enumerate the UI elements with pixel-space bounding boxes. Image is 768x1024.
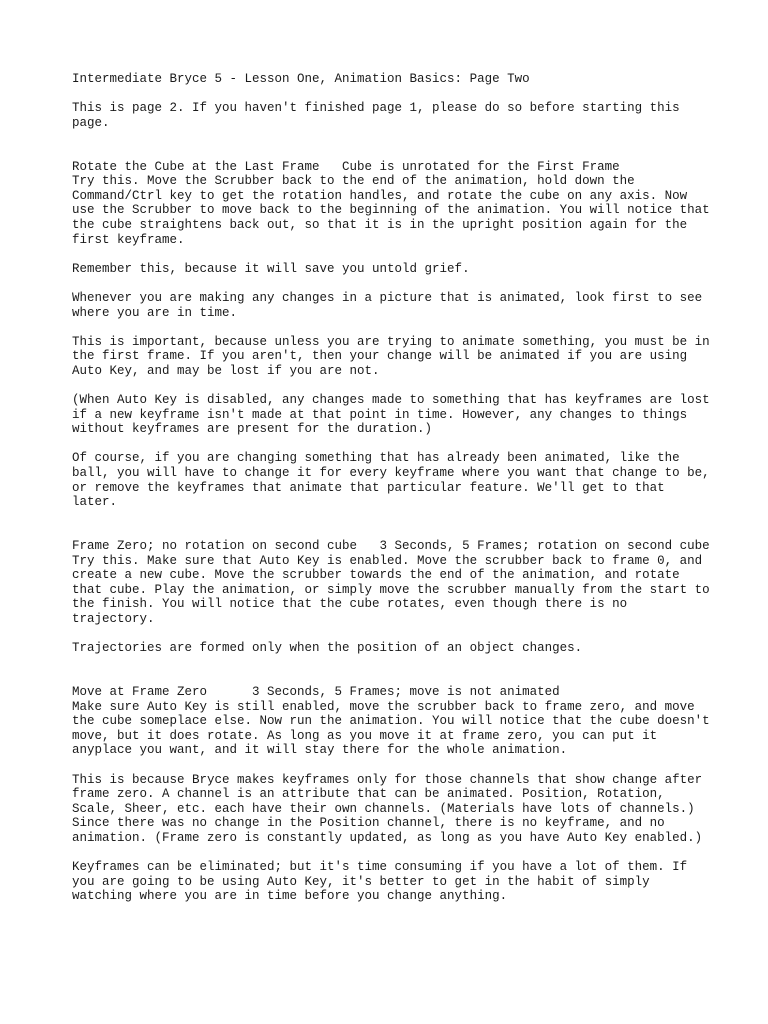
section1-body-paragraph: Try this. Move the Scrubber back to the end of the animation, hold down the Command/Ctrl key to get the rotation handles, and rotate the cube on any axis. Now use the Scrubber to move back to the beginning of the animation. You will notice that the cube straightens back out, so that it is in the upright position again for the first keyframe. [72, 174, 710, 247]
trajectories-paragraph: Trajectories are formed only when the position of an object changes. [72, 641, 583, 656]
spacer [72, 145, 712, 160]
spacer [72, 670, 712, 685]
keyframes-paragraph: Keyframes can be eliminated; but it's time consuming if you have a lot of them. If you are going to be using Auto Key, it's better to get in the habit of simply watching where you are in time before you change anything. [72, 860, 688, 904]
section2-body-paragraph: Try this. Make sure that Auto Key is enabled. Move the scrubber back to frame 0, and create a new cube. Move the scrubber towards the end of the animation, and rotate that cube. Play the animation, or simply move the scrubber manually from the start to the finish. You will notice that the cube rotates, even though there is no trajectory. [72, 553, 710, 626]
section2-image-caption: Frame Zero; no rotation on second cube 3 Seconds, 5 Frames; rotation on second cube [72, 539, 710, 553]
spacer [72, 524, 712, 539]
important-paragraph: This is important, because unless you are trying to animate something, you must be in the first frame. If you aren't, then your change will be animated if you are using Auto Key, and may be lost if you are not. [72, 334, 710, 378]
remember-paragraph: Remember this, because it will save you untold grief. [72, 261, 470, 276]
section1-image-caption: Rotate the Cube at the Last Frame Cube is unrotated for the First Frame [72, 159, 620, 174]
document-page [72, 72, 712, 918]
auto-key-disabled-paragraph: (When Auto Key is disabled, any changes made to something that has keyframes are lost if a new keyframe isn't made at that point in time. However, any changes to things without keyframes are present for the duration.) [72, 393, 710, 437]
of-course-paragraph: Of course, if you are changing something that has already been animated, like the ball, you will have to change it for every keyframe where you want that change to be, or remove the keyframes that animate that particular feature. We'll get to that later. [72, 451, 710, 510]
whenever-paragraph: Whenever you are making any changes in a picture that is animated, look first to see where you are in time. [72, 290, 703, 320]
intro-paragraph: This is page 2. If you haven't finished page 1, please do so before starting this page. [72, 101, 680, 130]
section3-body-paragraph: Make sure Auto Key is still enabled, move the scrubber back to frame zero, and move the cube someplace else. Now run the animation. You will notice that the cube doesn't move, but it does rotate. As long as you move it at frame zero, you can put it anyplace you want, and it will stay there for the whole animation. [72, 699, 710, 758]
page-title: Intermediate Bryce 5 - Lesson One, Animation Basics: Page Two [72, 72, 530, 86]
section3-image-caption: Move at Frame Zero 3 Seconds, 5 Frames; move is not animated [72, 684, 560, 699]
channels-paragraph: This is because Bryce makes keyframes only for those channels that show change after frame zero. A channel is an attribute that can be animated. Position, Rotation, Scale, Sheer, etc. each have their own channels. (Materials have lots of channels.) Since there was no change in the Position channel, there is no keyframe, and no animation. (Frame zero is constantly updated, as long as you have Auto Key enabled.) [72, 772, 703, 845]
